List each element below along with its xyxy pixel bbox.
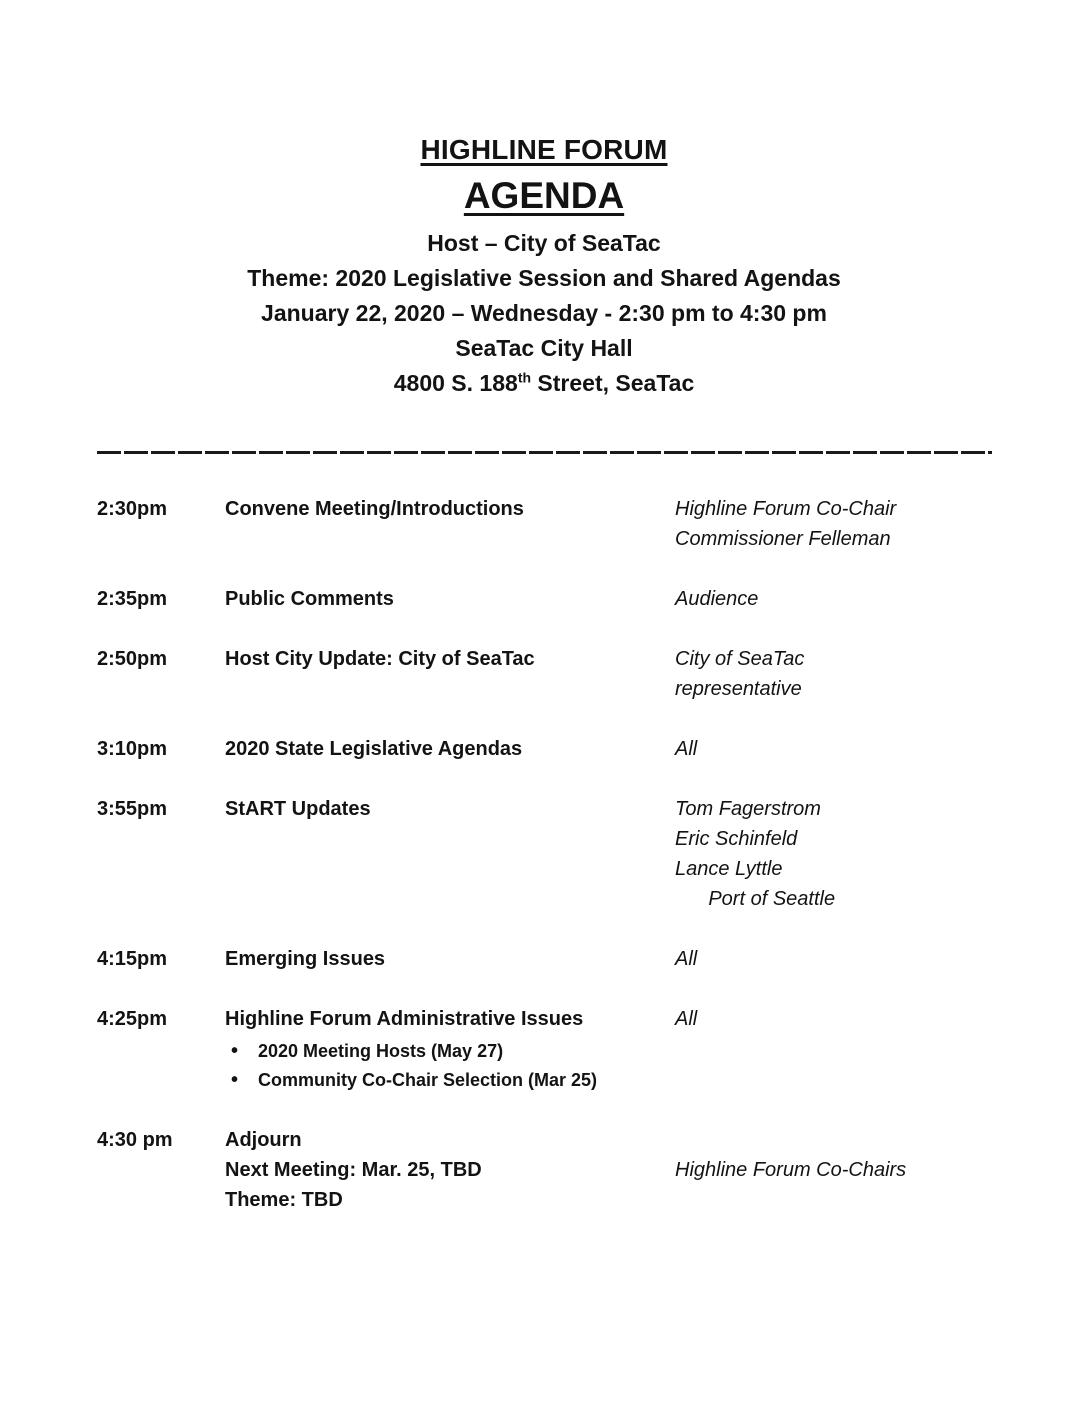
topic-line: Next Meeting: Mar. 25, TBD	[225, 1159, 482, 1181]
topic-line: Host City Update: City of SeaTac	[225, 648, 535, 670]
agenda-item-time: 3:55pm	[97, 798, 168, 820]
agenda-item-presenters	[675, 1125, 906, 1185]
agenda-item-time: 2:50pm	[97, 648, 168, 670]
agenda-item	[97, 1004, 992, 1095]
topic-lines	[225, 794, 675, 824]
document-header	[0, 133, 1088, 401]
presenter-line: Commissioner Felleman	[675, 528, 891, 550]
agenda-item-presenters	[675, 734, 697, 764]
address-ordinal-suffix: th	[517, 369, 532, 386]
topic-line: StART Updates	[225, 798, 371, 820]
agenda-item-presenters	[675, 494, 896, 554]
agenda-item	[97, 494, 992, 554]
presenter-line: Audience	[675, 588, 759, 610]
agenda-item-time: 4:30 pm	[97, 1129, 173, 1151]
presenter-line: All	[675, 1008, 698, 1030]
venue-line: SeaTac City Hall	[455, 335, 633, 361]
presenter-line: All	[675, 738, 698, 760]
presenter-line: All	[675, 948, 698, 970]
host-line: Host – City of SeaTac	[427, 230, 661, 256]
topic-bullet: • Community Co-Chair Selection (Mar 25)	[231, 1066, 675, 1095]
agenda-item-topic	[225, 734, 675, 764]
address-suffix: Street, SeaTac	[531, 370, 695, 396]
agenda-item-time: 3:10pm	[97, 738, 168, 760]
agenda-item-topic	[225, 644, 675, 674]
agenda-item-topic	[225, 1004, 675, 1095]
agenda-item-topic	[225, 794, 675, 824]
agenda-item-presenters	[675, 644, 804, 704]
agenda-item-presenters	[675, 944, 697, 974]
topic-lines	[225, 1004, 675, 1034]
presenter-line: Eric Schinfeld	[675, 828, 798, 850]
topic-lines	[225, 584, 675, 614]
agenda-item	[97, 584, 992, 614]
agenda-item	[97, 944, 992, 974]
presenter-line: Highline Forum Co-Chair	[675, 498, 897, 520]
agenda-item	[97, 734, 992, 764]
theme-line: Theme: 2020 Legislative Session and Shared Agendas	[247, 265, 841, 291]
topic-lines	[225, 1125, 675, 1215]
agenda-item-time: 4:15pm	[97, 948, 168, 970]
agenda-item-time: 2:35pm	[97, 588, 168, 610]
agenda-item-topic	[225, 1125, 675, 1215]
agenda-item-presenters	[675, 794, 835, 914]
agenda-item	[97, 794, 992, 914]
presenter-line	[675, 1125, 906, 1155]
agenda-item-presenters	[675, 584, 758, 614]
agenda-list	[97, 494, 992, 1215]
address-line	[0, 366, 1088, 401]
document-title: HIGHLINE FORUM	[420, 134, 668, 165]
agenda-item-topic	[225, 944, 675, 974]
agenda-item-time: 4:25pm	[97, 1008, 168, 1030]
topic-line: 2020 State Legislative Agendas	[225, 738, 523, 760]
address-prefix: 4800 S. 188	[393, 370, 518, 396]
topic-line: Theme: TBD	[225, 1189, 343, 1211]
document-subheader	[0, 226, 1088, 401]
topic-bullet: • 2020 Meeting Hosts (May 27)	[231, 1037, 675, 1066]
agenda-item	[97, 644, 992, 704]
agenda-item	[97, 1125, 992, 1215]
presenter-line: Tom Fagerstrom	[675, 798, 821, 820]
document-subtitle: AGENDA	[463, 175, 625, 216]
date-line: January 22, 2020 – Wednesday - 2:30 pm to 4:30 pm	[261, 300, 827, 326]
topic-line: Adjourn	[225, 1129, 302, 1151]
agenda-content	[97, 451, 992, 1215]
presenter-line: Port of Seattle	[675, 888, 836, 910]
presenter-line: Highline Forum Co-Chairs	[675, 1159, 907, 1181]
topic-lines	[225, 494, 675, 524]
topic-line: Highline Forum Administrative Issues	[225, 1008, 584, 1030]
topic-lines	[225, 734, 675, 764]
agenda-item-topic	[225, 584, 675, 614]
topic-bullet-list	[225, 1037, 675, 1095]
section-divider	[97, 451, 992, 454]
presenter-line: City of SeaTac	[675, 648, 805, 670]
agenda-item-presenters	[675, 1004, 697, 1034]
topic-line: Public Comments	[225, 588, 394, 610]
agenda-item-topic	[225, 494, 675, 524]
topic-lines	[225, 644, 675, 674]
presenter-line: Lance Lyttle	[675, 858, 783, 880]
topic-lines	[225, 944, 675, 974]
presenter-line: representative	[675, 678, 802, 700]
topic-line: Emerging Issues	[225, 948, 386, 970]
agenda-item-time: 2:30pm	[97, 498, 168, 520]
topic-line: Convene Meeting/Introductions	[225, 498, 524, 520]
